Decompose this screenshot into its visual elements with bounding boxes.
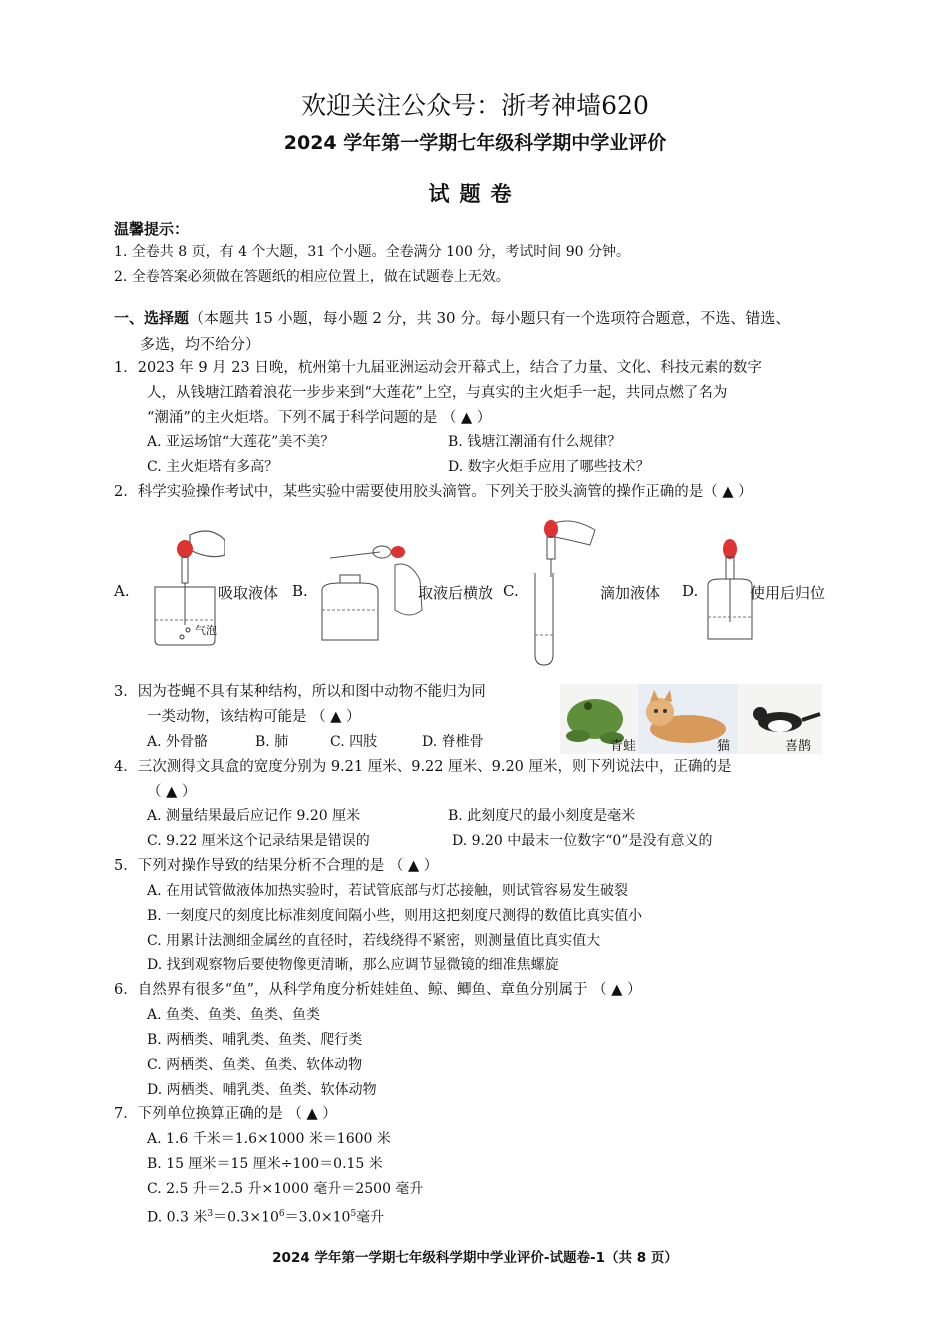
section-desc-cont: 多选，均不给分） [140, 335, 261, 353]
q5-option-b: B. 一刻度尺的刻度比标准刻度间隔小些，则用这把刻度尺测得的数值比真实值小 [147, 908, 643, 924]
q7-d-sup: 5 [350, 1209, 357, 1219]
q7-d-mid: ＝0.3×10 [213, 1209, 279, 1226]
q3-option-b: B. 肺 [255, 734, 289, 750]
figure-a-caption: 吸取液体 [218, 584, 279, 602]
figure-a-bubble-label: 气泡 [195, 624, 217, 637]
animal-label-magpie: 喜鹊 [785, 739, 812, 754]
page-footer: 2024 学年第一学期七年级科学期中学业评价-试题卷-1（共 8 页） [272, 1250, 678, 1266]
q4-stem: 4．三次测得文具盒的宽度分别为 9.21 厘米、9.22 厘米、9.20 厘米，则下列说法中，正确的是 [114, 759, 732, 775]
tips-heading: 温馨提示： [114, 220, 190, 238]
wechat-banner: 欢迎关注公众号：浙考神墙620 [301, 91, 649, 120]
tip-item: 2. 全卷答案必须做在答题纸的相应位置上，做在试题卷上无效。 [114, 269, 510, 285]
q1-stem: “潮涌”的主火炬塔。下列不属于科学问题的是 （ ▲ ） [147, 410, 492, 426]
section-heading [114, 307, 790, 328]
q6-option-b: B. 两栖类、哺乳类、鱼类、爬行类 [147, 1032, 363, 1048]
q6-stem: 6．自然界有很多“鱼”，从科学角度分析娃娃鱼、鲸、鲫鱼、章鱼分别属于 （ ▲ ） [114, 982, 642, 998]
q1-option-b: B. 钱塘江潮涌有什么规律？ [448, 434, 622, 450]
q5-stem: 5．下列对操作导致的结果分析不合理的是 （ ▲ ） [114, 858, 439, 874]
q1-option-d: D. 数字火炬手应用了哪些技术？ [448, 459, 650, 475]
q4-option-d: D. 9.20 中最末一位数字“0”是没有意义的 [452, 833, 713, 849]
figure-b-illustration [310, 540, 430, 645]
q7-option-a: A. 1.6 千米＝1.6×1000 米＝1600 米 [147, 1131, 391, 1147]
section-desc: （本题共 15 小题，每小题 2 分，共 30 分。每小题只有一个选项符合题意，不选、错选、 [189, 309, 791, 327]
q3-animal-photos [560, 684, 822, 754]
q3-option-a: A. 外骨骼 [147, 734, 209, 750]
q7-d-prefix: D. 0.3 米 [147, 1209, 208, 1226]
figure-d-caption: 使用后归位 [750, 584, 826, 602]
exam-subtitle: 试题卷 [428, 182, 522, 206]
q7-stem: 7．下列单位换算正确的是 （ ▲ ） [114, 1106, 337, 1122]
q1-stem: 人，从钱塘江踏着浪花一步步来到“大莲花”上空，与真实的主火炬手一起，共同点燃了名为 [147, 385, 728, 401]
q3-stem: 一类动物，该结构可能是 （ ▲ ） [147, 709, 361, 725]
q1-option-c: C. 主火炬塔有多高？ [147, 459, 279, 475]
figure-b-letter: B. [292, 582, 308, 600]
q7-d-sup: 6 [278, 1209, 285, 1219]
q4-option-c: C. 9.22 厘米这个记录结果是错误的 [147, 833, 370, 849]
q6-option-d: D. 两栖类、哺乳类、鱼类、软体动物 [147, 1082, 377, 1098]
q7-d-sup: 3 [207, 1209, 214, 1219]
q7-option-c: C. 2.5 升＝2.5 升×1000 毫升＝2500 毫升 [147, 1181, 424, 1197]
q4-option-b: B. 此刻度尺的最小刻度是毫米 [448, 808, 636, 824]
figure-b-caption: 取液后横放 [418, 584, 494, 602]
q4-stem: （ ▲ ） [147, 784, 197, 800]
animal-illustrations [560, 684, 822, 754]
exam-title: 2024 学年第一学期七年级科学期中学业评价 [283, 132, 667, 154]
q6-option-c: C. 两栖类、鱼类、鱼类、软体动物 [147, 1057, 363, 1073]
q5-option-c: C. 用累计法测细金属丝的直径时，若线绕得不紧密，则测量值比真实值大 [147, 933, 601, 949]
q4-option-a: A. 测量结果最后应记作 9.20 厘米 [147, 808, 361, 824]
q2-dropper-figure [100, 515, 840, 675]
q3-stem: 3．因为苍蝇不具有某种结构，所以和图中动物不能归为同 [114, 684, 486, 700]
section-title: 一、选择题 [114, 309, 190, 327]
q5-option-a: A. 在用试管做液体加热实验时，若试管底部与灯芯接触，则试管容易发生破裂 [147, 883, 629, 899]
q1-stem: 1．2023 年 9 月 23 日晚，杭州第十九届亚洲运动会开幕式上，结合了力量、文化、科技元素的数字 [114, 360, 762, 376]
figure-c-letter: C. [503, 582, 519, 600]
animal-label-frog: 青蛙 [610, 739, 637, 754]
q2-stem: 2．科学实验操作考试中，某些实验中需要使用胶头滴管。下列关于胶头滴管的操作正确的是（ ▲ ） [114, 484, 753, 500]
q3-option-d: D. 脊椎骨 [422, 734, 484, 750]
q1-option-a: A. 亚运场馆“大莲花”美不美？ [147, 434, 335, 450]
q7-d-suffix: 毫升 [356, 1209, 385, 1226]
tip-item: 1. 全卷共 8 页，有 4 个大题，31 个小题。全卷满分 100 分，考试时间 90 分钟。 [114, 244, 631, 260]
q7-option-b: B. 15 厘米＝15 厘米÷100＝0.15 米 [147, 1156, 383, 1172]
q7-d-mid: ＝3.0×10 [284, 1209, 351, 1226]
q5-option-d: D. 找到观察物后要使物像更清晰，那么应调节显微镜的细准焦螺旋 [147, 957, 559, 973]
figure-c-illustration [525, 515, 605, 670]
q6-option-a: A. 鱼类、鱼类、鱼类、鱼类 [147, 1007, 321, 1023]
animal-label-cat: 猫 [717, 739, 731, 754]
q7-option-d [147, 1204, 384, 1228]
figure-a-letter: A. [114, 582, 130, 600]
figure-c-caption: 滴加液体 [600, 584, 661, 602]
q3-option-c: C. 四肢 [330, 734, 378, 750]
figure-d-letter: D. [682, 582, 699, 600]
